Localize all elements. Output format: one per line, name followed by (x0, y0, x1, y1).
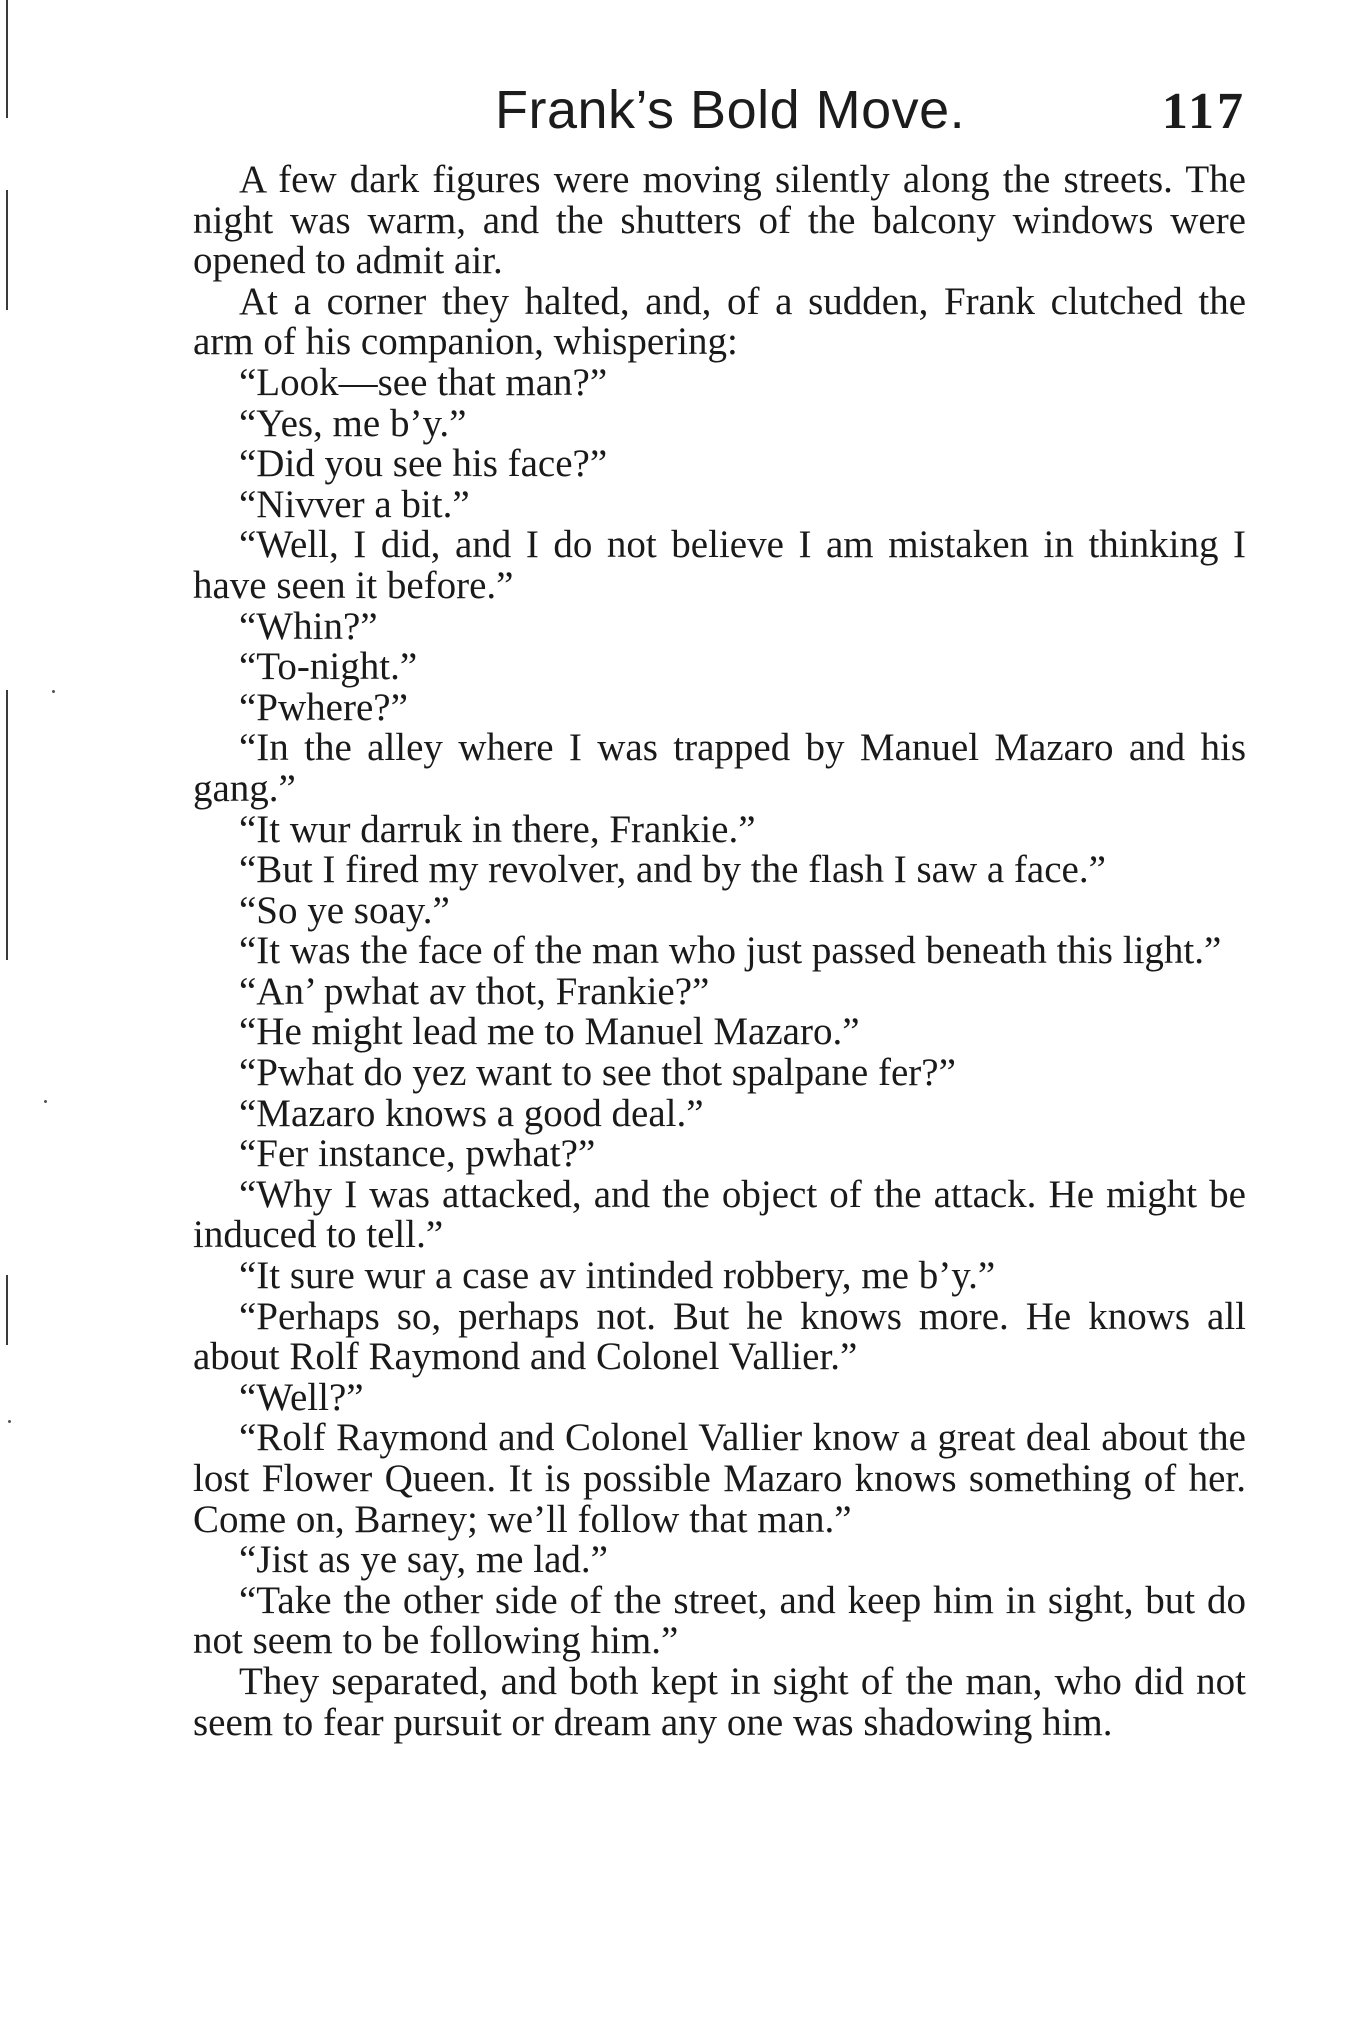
page-number: 117 (1161, 83, 1246, 140)
paragraph: “Pwhere?” (239, 685, 408, 729)
paragraph: “To-night.” (239, 645, 418, 689)
scan-edge-mark (6, 1275, 8, 1345)
scan-edge-mark (6, 190, 8, 310)
running-head (190, 78, 1246, 148)
paragraph: “Fer instance, pwhat?” (239, 1132, 596, 1176)
body-text (193, 160, 1246, 1743)
paragraph: “Why I was attacked, and the object of the attack. He might be induced to tell.” (193, 1172, 1246, 1257)
paragraph: “An’ pwhat av thot, Frankie?” (239, 969, 710, 1013)
scan-speck (8, 1420, 11, 1423)
scan-speck (44, 1100, 47, 1103)
running-title: Frank’s Bold Move. (495, 80, 966, 140)
paragraph: “Take the other side of the street, and keep him in sight, but do not seem to be following him.” (193, 1578, 1246, 1663)
paragraph: “Well?” (239, 1375, 364, 1419)
paragraph: A few dark figures were moving silently along the streets. The night was warm, and the shutters of the balcony windows were opened to admit air. (193, 158, 1246, 283)
paragraph: At a corner they halted, and, of a sudden, Frank clutched the arm of his companion, whispering: (193, 279, 1246, 364)
paragraph: “Yes, me b’y.” (239, 401, 467, 445)
paragraph: “Mazaro knows a good deal.” (239, 1091, 704, 1135)
paragraph: “Nivver a bit.” (239, 482, 470, 526)
paragraph: “It sure wur a case av intinded robbery, me b’y.” (239, 1254, 996, 1298)
paragraph: “Whin?” (239, 604, 378, 648)
scan-edge-mark (6, 690, 8, 960)
paragraph: “So ye soay.” (239, 888, 450, 932)
paragraph: “Did you see his face?” (239, 442, 608, 486)
paragraph: “In the alley where I was trapped by Manuel Mazaro and his gang.” (193, 726, 1246, 810)
paragraph: “Rolf Raymond and Colonel Vallier know a great deal about the lost Flower Queen. It is possible Mazaro knows something of her. Come on, Barney; we’ll follow that man.” (193, 1416, 1246, 1541)
paragraph: “Look—see that man?” (239, 360, 608, 404)
paragraph: “Pwhat do yez want to see thot spalpane fer?” (239, 1051, 956, 1095)
scan-speck (52, 690, 55, 693)
paragraph: They separated, and both kept in sight of the man, who did not seem to fear pursuit or dream any one was shadowing him. (193, 1659, 1246, 1744)
paragraph: “Well, I did, and I do not believe I am mistaken in thinking I have seen it before.” (193, 523, 1246, 607)
paragraph: “It was the face of the man who just passed beneath this light.” (239, 929, 1222, 973)
paragraph: “Perhaps so, perhaps not. But he knows more. He knows all about Rolf Raymond and Colonel Vallier.” (193, 1294, 1246, 1379)
paragraph: “But I fired my revolver, and by the flash I saw a face.” (239, 848, 1106, 892)
paragraph: “He might lead me to Manuel Mazaro.” (239, 1010, 860, 1054)
paragraph: “It wur darruk in there, Frankie.” (239, 807, 756, 851)
paragraph: “Jist as ye say, me lad.” (239, 1538, 608, 1582)
scan-edge-mark (6, 0, 8, 118)
